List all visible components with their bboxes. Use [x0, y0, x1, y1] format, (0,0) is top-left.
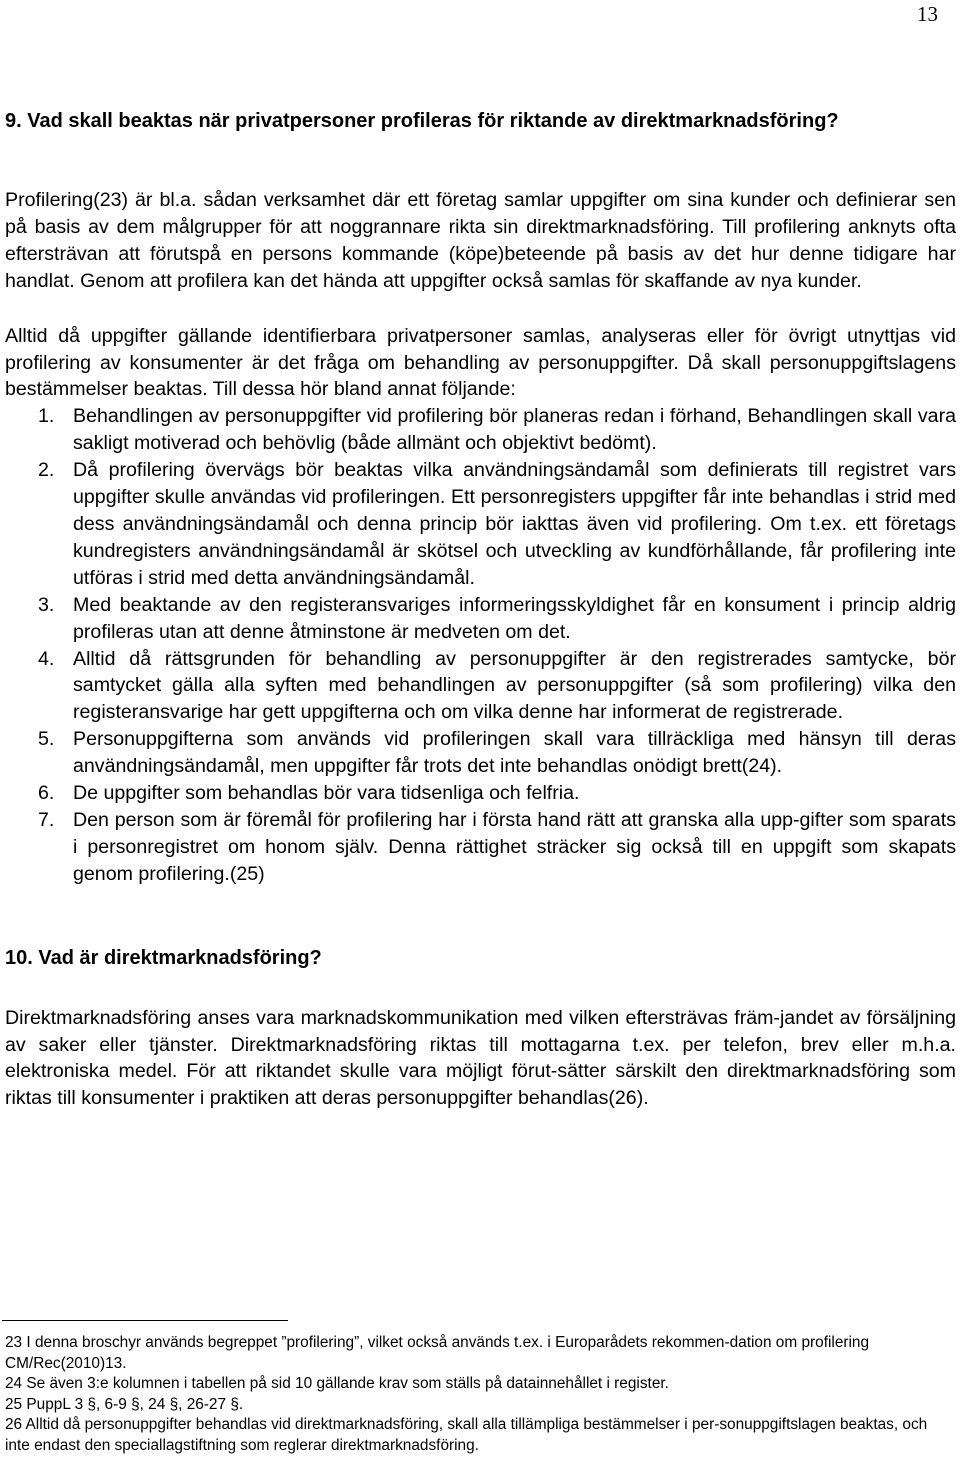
page-number: 13	[917, 2, 938, 26]
list-item: 4. Alltid då rättsgrunden för behandling av personuppgifter är den registrerades samtycke, bör samtycket gälla alla syften med behandlingen av personuppgifter (så som profilering) vilka den registeransvarige har gett uppgifterna och om vilka denne har informerat de registrerade.	[38, 647, 956, 724]
list-item: 6. De uppgifter som behandlas bör vara tidsenliga och felfria.	[38, 782, 580, 805]
list-item: 3. Med beaktande av den registeransvariges informeringsskyldighet får en konsument i princip aldrig profileras utan att denne åtminstone är medveten om det.	[38, 593, 956, 643]
list-item: 5. Personuppgifterna som används vid profileringen skall vara tillräckliga med hänsyn till deras användningsändamål, men uppgifter får trots det inte behandlas onödigt brett(24).	[38, 728, 956, 778]
list-item: 1. Behandlingen av personuppgifter vid profilering bör planeras redan i förhand, Behandlingen skall vara sakligt motiverad och behövlig (både allmänt och objektivt bedömt).	[38, 405, 956, 455]
footnotes	[5, 1333, 930, 1456]
section-10-paragraph: Direktmarknadsföring anses vara marknadskommunikation med vilken eftersträvas främ-jandet av försäljning av saker eller tjänster. Direktmarknadsföring riktas till mottagarna t.ex. per telefon, brev eller m.h.a. elektroniska medel. För att riktandet skulle vara möjligt förut-sätter särskilt den direktmarknadsföring som riktas till konsumenter i praktiken att deras personuppgifter behandlas(26).	[5, 1006, 956, 1110]
footnote-25: 25 PuppL 3 §, 6-9 §, 24 §, 26-27 §.	[5, 1395, 244, 1413]
footnote-26: 26 Alltid då personuppgifter behandlas vid direktmarknadsföring, skall alla tillämpliga bestämmelser i per-sonuppgiftslagen beaktas, och inte endast den speciallagstiftning som reglerar direktmarknadsföring.	[5, 1416, 928, 1454]
main-content	[5, 108, 956, 1112]
list-item: 7. Den person som är föremål för profilering har i första hand rätt att granska alla upp-gifter som sparats i personregistret om honom själv. Denna rättighet sträcker sig också till en uppgift som skapats genom profilering.(25)	[38, 808, 956, 885]
section-9-heading: 9. Vad skall beaktas när privatpersoner profileras för riktande av direktmarknadsföring?	[5, 110, 839, 132]
footnote-24: 24 Se även 3:e kolumnen i tabellen på sid 10 gällande krav som ställs på datainnehållet i register.	[5, 1375, 669, 1392]
footnote-23: 23 I denna broschyr används begreppet ”profilering”, vilket också används t.ex. i Europarådets rekommen-dation om profilering CM/Rec(2010)13.	[5, 1334, 870, 1372]
section-9-paragraph-2: Alltid då uppgifter gällande identifierbara privatpersoner samlas, analyseras eller för övrigt utnyttjas vid profilering av konsumenter är det fråga om behandling av personuppgifter. Då skall personuppgiftslagens bestämmelser beaktas. Till dessa hör bland annat följande:	[5, 324, 956, 401]
rules-list	[5, 403, 956, 887]
section-9-paragraph-1: Profilering(23) är bl.a. sådan verksamhet där ett företag samlar uppgifter om sina kunder och definierar sen på basis av dem målgrupper för att noggrannare rikta sin direktmarknadsföring. Till profilering anknyts ofta eftersträvan att förutspå en persons kommande (köpe)beteende på basis av det hur denne tidigare har handlat. Genom att profilera kan det hända att uppgifter också samlas för skaffande av nya kunder.	[5, 189, 956, 292]
section-10-heading: 10. Vad är direktmarknadsföring?	[5, 946, 322, 969]
footnote-separator	[2, 1320, 288, 1321]
list-item: 2. Då profilering övervägs bör beaktas vilka användningsändamål som definierats till registret vars uppgifter skulle användas vid profileringen. Ett personregisters uppgifter får inte behandlas i strid med dess användningsändamål och denna princip bör iakttas även vid profilering. Om t.ex. ett företags kundregisters användningsändamål är skötsel och utveckling av kundförhållande, får profilering inte utföras i strid med detta användningsändamål.	[38, 459, 956, 589]
